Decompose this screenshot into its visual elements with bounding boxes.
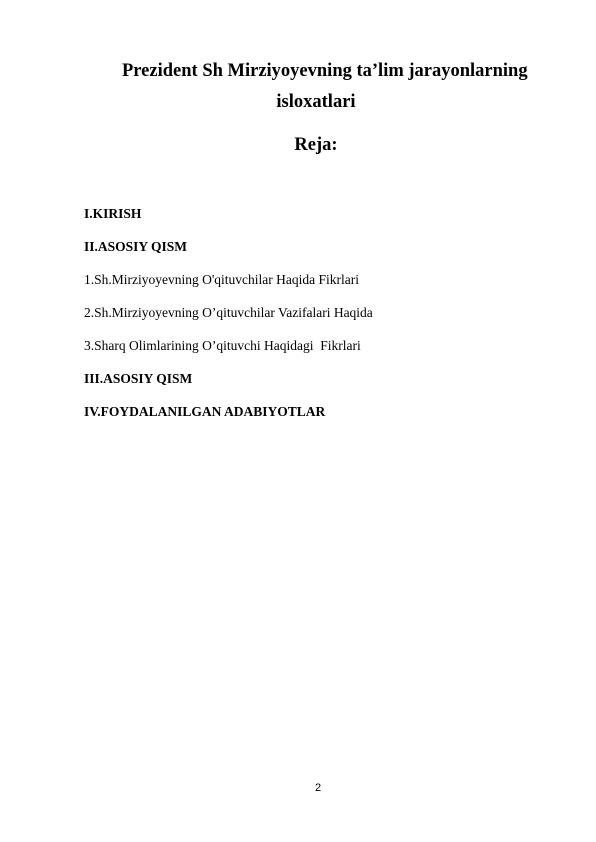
page-number: 2 [314, 782, 322, 794]
toc-item-foydalanilgan-adabiyotlar: IV.FOYDALANILGAN ADABIYOTLAR [84, 404, 326, 419]
toc-item-asosiy-qism: II.ASOSIY QISM [84, 239, 188, 254]
toc-item-asosiy-qism-3: III.ASOSIY QISM [84, 371, 193, 386]
plan-heading: Reja: [294, 135, 338, 155]
toc-item-1: 1.Sh.Mirziyoyevning O'qituvchilar Haqida Fikrlari [84, 272, 360, 287]
toc-item-3: 3.Sharq Olimlarining O’qituvchi Haqidagi Fikrlari [84, 338, 361, 353]
document-title-line-1: Prezident Sh Mirziyoyevning ta’lim jarayonlarning [122, 61, 528, 81]
document-title-line-2: isloxatlari [276, 92, 356, 112]
toc-item-2: 2.Sh.Mirziyoyevning O’qituvchilar Vazifalari Haqida [84, 305, 373, 320]
table-of-contents [84, 206, 373, 437]
toc-item-kirish: I.KIRISH [84, 206, 142, 221]
